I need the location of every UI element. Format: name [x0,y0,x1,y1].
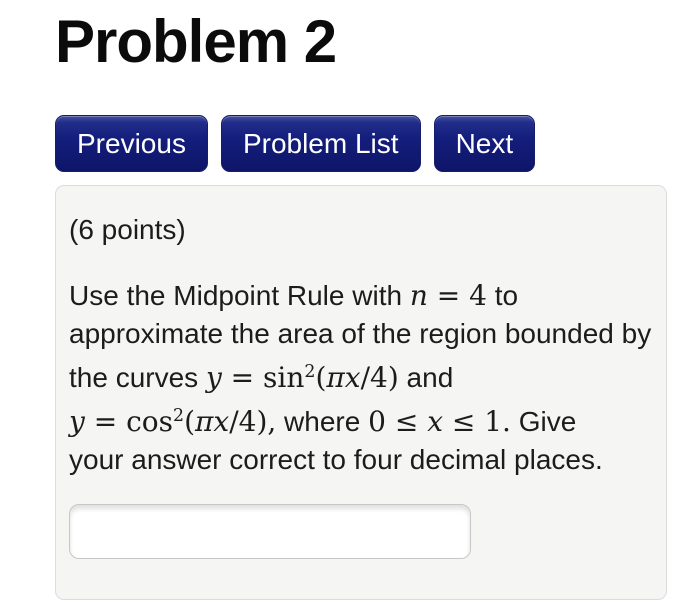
statement-line-5 [69,441,653,479]
problem-nav-bar [55,115,667,172]
text-run: where [276,406,369,438]
math-inequality: ≤ 1. [442,405,511,439]
math-open-paren: ( [315,361,327,395]
previous-button[interactable]: Previous [55,115,208,172]
text-run: Use the Midpoint Rule with [69,280,410,311]
problem-list-button[interactable]: Problem List [221,115,421,172]
math-superscript-2: 2 [173,406,185,427]
statement-line-2 [69,315,653,353]
text-run: your answer correct to four decimal places. [69,444,603,476]
math-variable-y: y [69,405,85,439]
text-run: to [486,280,519,311]
text-run: Give [510,406,577,438]
text-run: approximate the area of the region bounded by [69,318,652,349]
math-variable-n: n [409,279,428,312]
math-equals: = [84,405,127,439]
math-pi-x: πx [326,361,361,395]
answer-input[interactable] [69,504,471,559]
math-equals: = [221,361,264,395]
math-function-sin: sin [263,361,305,395]
problem-statement [69,277,653,479]
math-close-paren: /4), [229,405,277,439]
text-run: and [398,362,454,394]
text-run: the curves [69,362,206,394]
statement-line-3 [69,353,653,397]
math-variable-y: y [205,361,222,395]
points-label: (6 points) [69,214,186,245]
statement-line-1 [69,277,653,315]
math-superscript-2: 2 [304,362,316,382]
problem-box [55,185,667,600]
math-pi-x: πx [195,405,230,439]
math-open-paren: ( [184,405,195,439]
math-variable-x: x [427,405,443,439]
page-title: Problem 2 [55,8,337,75]
math-inequality: 0 ≤ [368,405,428,439]
webwork-problem-page [55,0,667,600]
next-button[interactable]: Next [434,115,536,172]
statement-line-4 [69,397,653,441]
math-run: = 4 [427,279,487,312]
math-function-cos: cos [126,405,174,439]
math-close-paren: /4) [360,361,399,395]
